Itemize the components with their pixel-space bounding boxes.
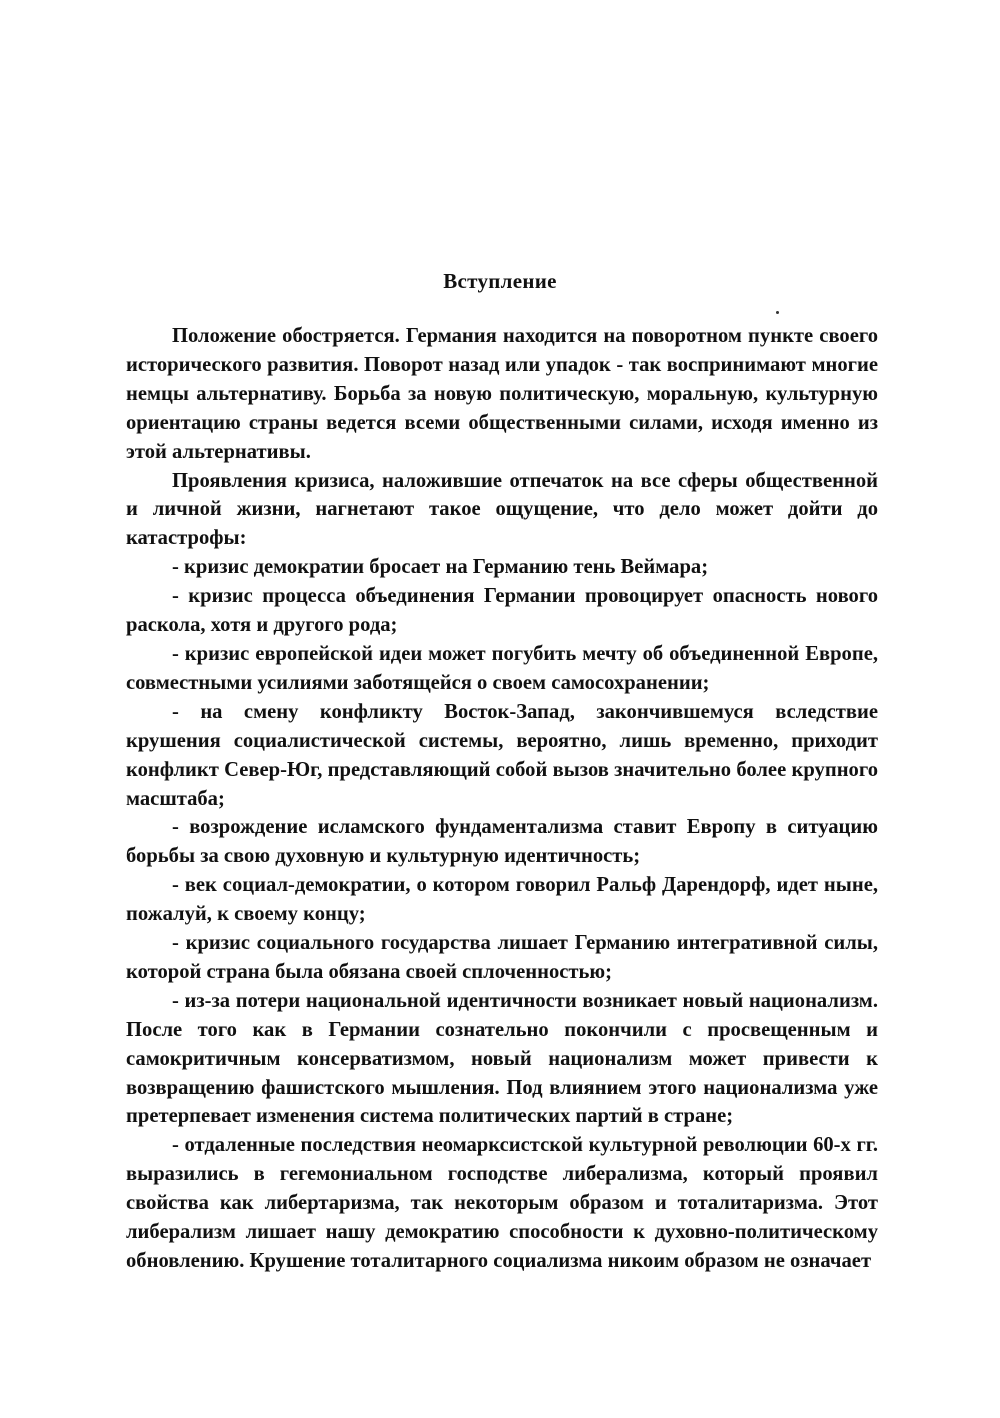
list-item: - кризис демократии бросает на Германию тень Веймара; bbox=[172, 556, 709, 579]
list-item: - кризис процесса объединения Германии провоцирует опасность нового раскола, хотя и другого рода; bbox=[126, 585, 878, 637]
list-item: - возрождение исламского фундаментализма ставит Европу в ситуацию борьбы за свою духовную и культурную идентичность; bbox=[126, 816, 878, 868]
paragraph: Положение обостряется. Германия находится на поворотном пункте своего исторического развития. Поворот назад или упадок - так воспринимают многие немцы альтернативу. Борьба за новую политическую, моральную, культурную ориентацию страны ведется всеми общественными силами, исходя именно из этой альтернативы. bbox=[126, 325, 878, 463]
list-item: - на смену конфликту Восток-Запад, закончившемуся вследствие крушения социалистической системы, вероятно, лишь временно, приходит конфликт Север-Юг, представляющий собой вызов значительно более крупного масштаба; bbox=[126, 700, 878, 810]
list-item: - век социал-демократии, о котором говорил Ральф Дарендорф, идет ныне, пожалуй, к своему концу; bbox=[126, 874, 878, 926]
list-item: - кризис европейской идеи может погубить мечту об объединенной Европе, совместными усилиями заботящейся о своем самосохранении; bbox=[126, 642, 878, 694]
list-item: - из-за потери национальной идентичности возникает новый национализм. После того как в Германии сознательно покончили с просвещенным и самокритичным консерватизмом, новый национализм может привести к возвращению фашистского мышления. Под влиянием этого национализма уже претерпевает изменения система политических партий в стране; bbox=[126, 989, 878, 1128]
body-text bbox=[126, 322, 878, 1276]
list-item: - кризис социального государства лишает Германию интегративной силы, которой страна была обязана своей сплоченностью; bbox=[126, 932, 878, 983]
page-title: Вступление bbox=[443, 269, 557, 294]
list-item: - отдаленные последствия неомарксистской культурной революции 60-х гг. выразились в гегемониальном господстве либерализма, который проявил свойства как либертаризма, так некоторым образом и тоталитаризма. Этот либерализм лишает нашу демократию способности к духовно-политическому обновлению. Крушение тоталитарного социализма никоим образом не означает bbox=[126, 1134, 878, 1272]
print-speck bbox=[776, 311, 779, 314]
paragraph: Проявления кризиса, наложившие отпечаток на все сферы общественной и личной жизни, нагнетают такое ощущение, что дело может дойти до катастрофы: bbox=[126, 469, 878, 550]
